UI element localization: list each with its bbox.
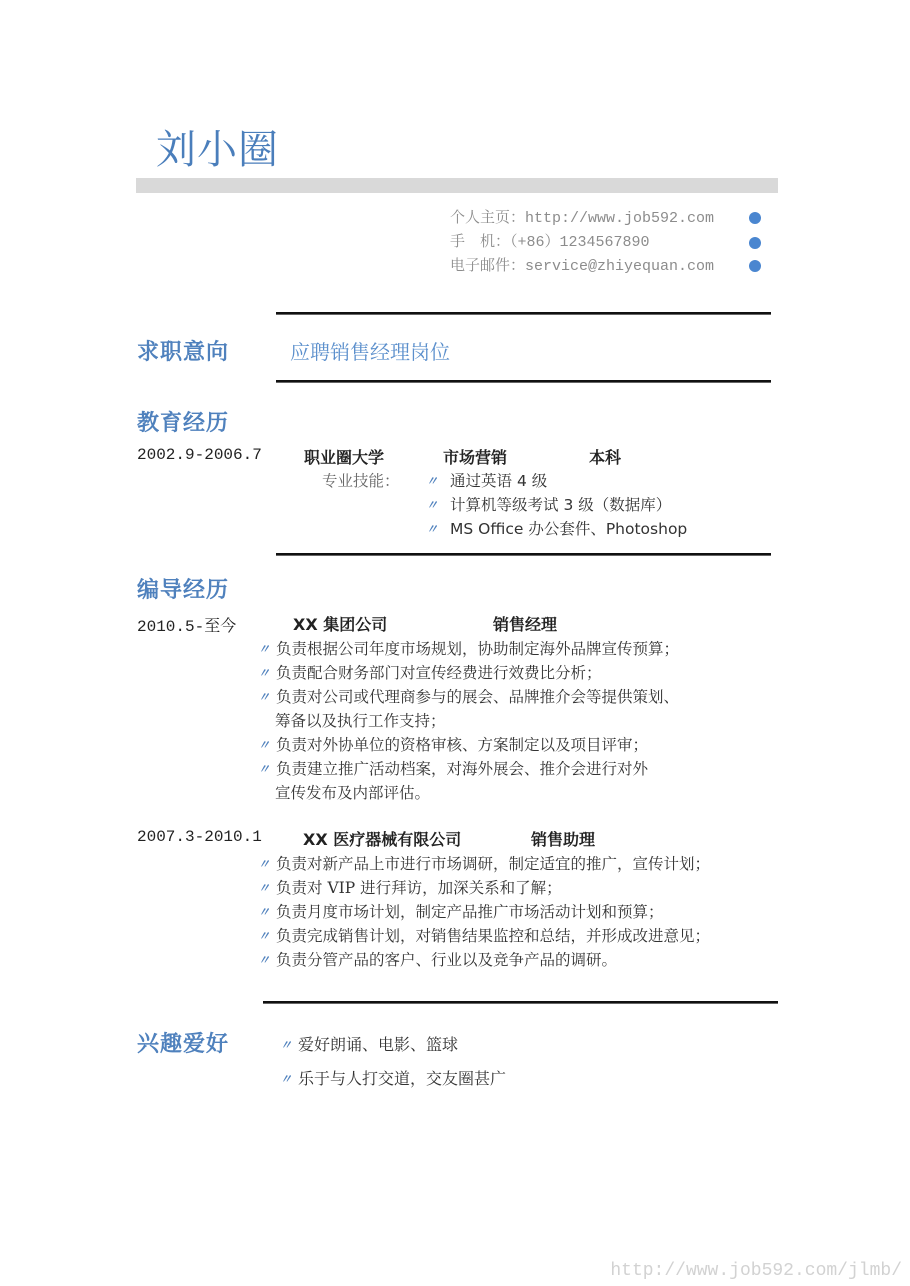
duty-continuation: 筹备以及执行工作支持； [275, 712, 446, 730]
header-divider-bar [136, 178, 778, 193]
education-period: 2002.9-2006.7 [137, 446, 262, 464]
bullet-icon: 〃 [258, 881, 271, 895]
contact-label: 个人主页： [450, 208, 526, 226]
duty-item: 〃 负责对 VIP 进行拜访，加深关系和了解； [258, 879, 562, 897]
job-position: 销售助理 [531, 830, 596, 849]
section-divider [263, 1001, 778, 1003]
bullet-icon: 〃 [258, 762, 271, 776]
contact-phone [450, 229, 650, 255]
homepage-link[interactable]: http://www.job592.com [525, 210, 715, 227]
job-company: XX 集团公司 [293, 615, 388, 634]
email-link[interactable]: service@zhiyequan.com [525, 258, 715, 275]
bullet-icon: 〃 [258, 905, 271, 919]
section-title-experience: 编导经历 [137, 578, 230, 603]
education-school: 职业圈大学 [304, 448, 385, 467]
skill-item: 〃 MS Office 办公套件、Photoshop [426, 520, 688, 538]
bullet-icon: 〃 [258, 857, 271, 871]
section-title-job-intent: 求职意向 [137, 340, 230, 365]
bullet-icon: 〃 [258, 666, 271, 680]
section-divider [276, 312, 771, 314]
duty-item: 〃 负责完成销售计划，对销售结果监控和总结，并形成改进意见； [258, 927, 711, 945]
job-period: 2010.5-至今 [137, 618, 237, 636]
bullet-icon: 〃 [280, 1072, 293, 1086]
bullet-icon: 〃 [258, 929, 271, 943]
watermark-url: http://www.job592.com/jlmb/ [610, 1261, 902, 1281]
duty-item: 〃 负责配合财务部门对宣传经费进行效费比分析； [258, 664, 602, 682]
duty-item: 〃 负责分管产品的客户、行业以及竞争产品的调研。 [258, 951, 618, 969]
hobby-item: 〃 爱好朗诵、电影、篮球 [280, 1035, 459, 1054]
contact-label: 手 机： [450, 232, 511, 250]
education-degree: 本科 [589, 448, 622, 467]
section-title-education: 教育经历 [137, 411, 230, 436]
bullet-icon: 〃 [426, 522, 439, 536]
education-major: 市场营销 [443, 448, 508, 467]
section-divider [276, 553, 771, 555]
bullet-dot-icon [749, 237, 761, 249]
section-divider [276, 380, 771, 382]
contact-homepage [450, 205, 714, 231]
job-position: 销售经理 [493, 615, 558, 634]
duty-item: 〃 负责月度市场计划，制定产品推广市场活动计划和预算； [258, 903, 664, 921]
contact-email [450, 253, 714, 279]
phone-value: （+86）1234567890 [510, 234, 650, 251]
bullet-icon: 〃 [258, 738, 271, 752]
bullet-icon: 〃 [258, 953, 271, 967]
duty-item: 〃 负责根据公司年度市场规划，协助制定海外品牌宣传预算； [258, 640, 680, 658]
resume-name: 刘小圈 [156, 127, 279, 173]
skill-item: 〃 通过英语 4 级 [426, 472, 548, 490]
bullet-icon: 〃 [426, 474, 439, 488]
contact-label: 电子邮件： [450, 256, 526, 274]
job-intent-value: 应聘销售经理岗位 [290, 340, 450, 364]
hobby-item: 〃 乐于与人打交道，交友圈甚广 [280, 1069, 507, 1088]
section-title-hobbies: 兴趣爱好 [137, 1032, 230, 1057]
skills-label: 专业技能： [322, 472, 400, 490]
skill-item: 〃 计算机等级考试 3 级（数据库） [426, 496, 672, 514]
duty-item: 〃 负责建立推广活动档案，对海外展会、推介会进行对外 [258, 760, 649, 778]
bullet-icon: 〃 [258, 690, 271, 704]
bullet-icon: 〃 [258, 642, 271, 656]
duty-item: 〃 负责对公司或代理商参与的展会、品牌推介会等提供策划、 [258, 688, 680, 706]
duty-continuation: 宣传发布及内部评估。 [275, 784, 431, 802]
job-company: XX 医疗器械有限公司 [303, 830, 462, 849]
bullet-dot-icon [749, 212, 761, 224]
duty-item: 〃 负责对外协单位的资格审核、方案制定以及项目评审； [258, 736, 649, 754]
duty-item: 〃 负责对新产品上市进行市场调研，制定适宜的推广，宣传计划； [258, 855, 711, 873]
bullet-dot-icon [749, 260, 761, 272]
job-period: 2007.3-2010.1 [137, 828, 262, 846]
bullet-icon: 〃 [426, 498, 439, 512]
bullet-icon: 〃 [280, 1038, 293, 1052]
